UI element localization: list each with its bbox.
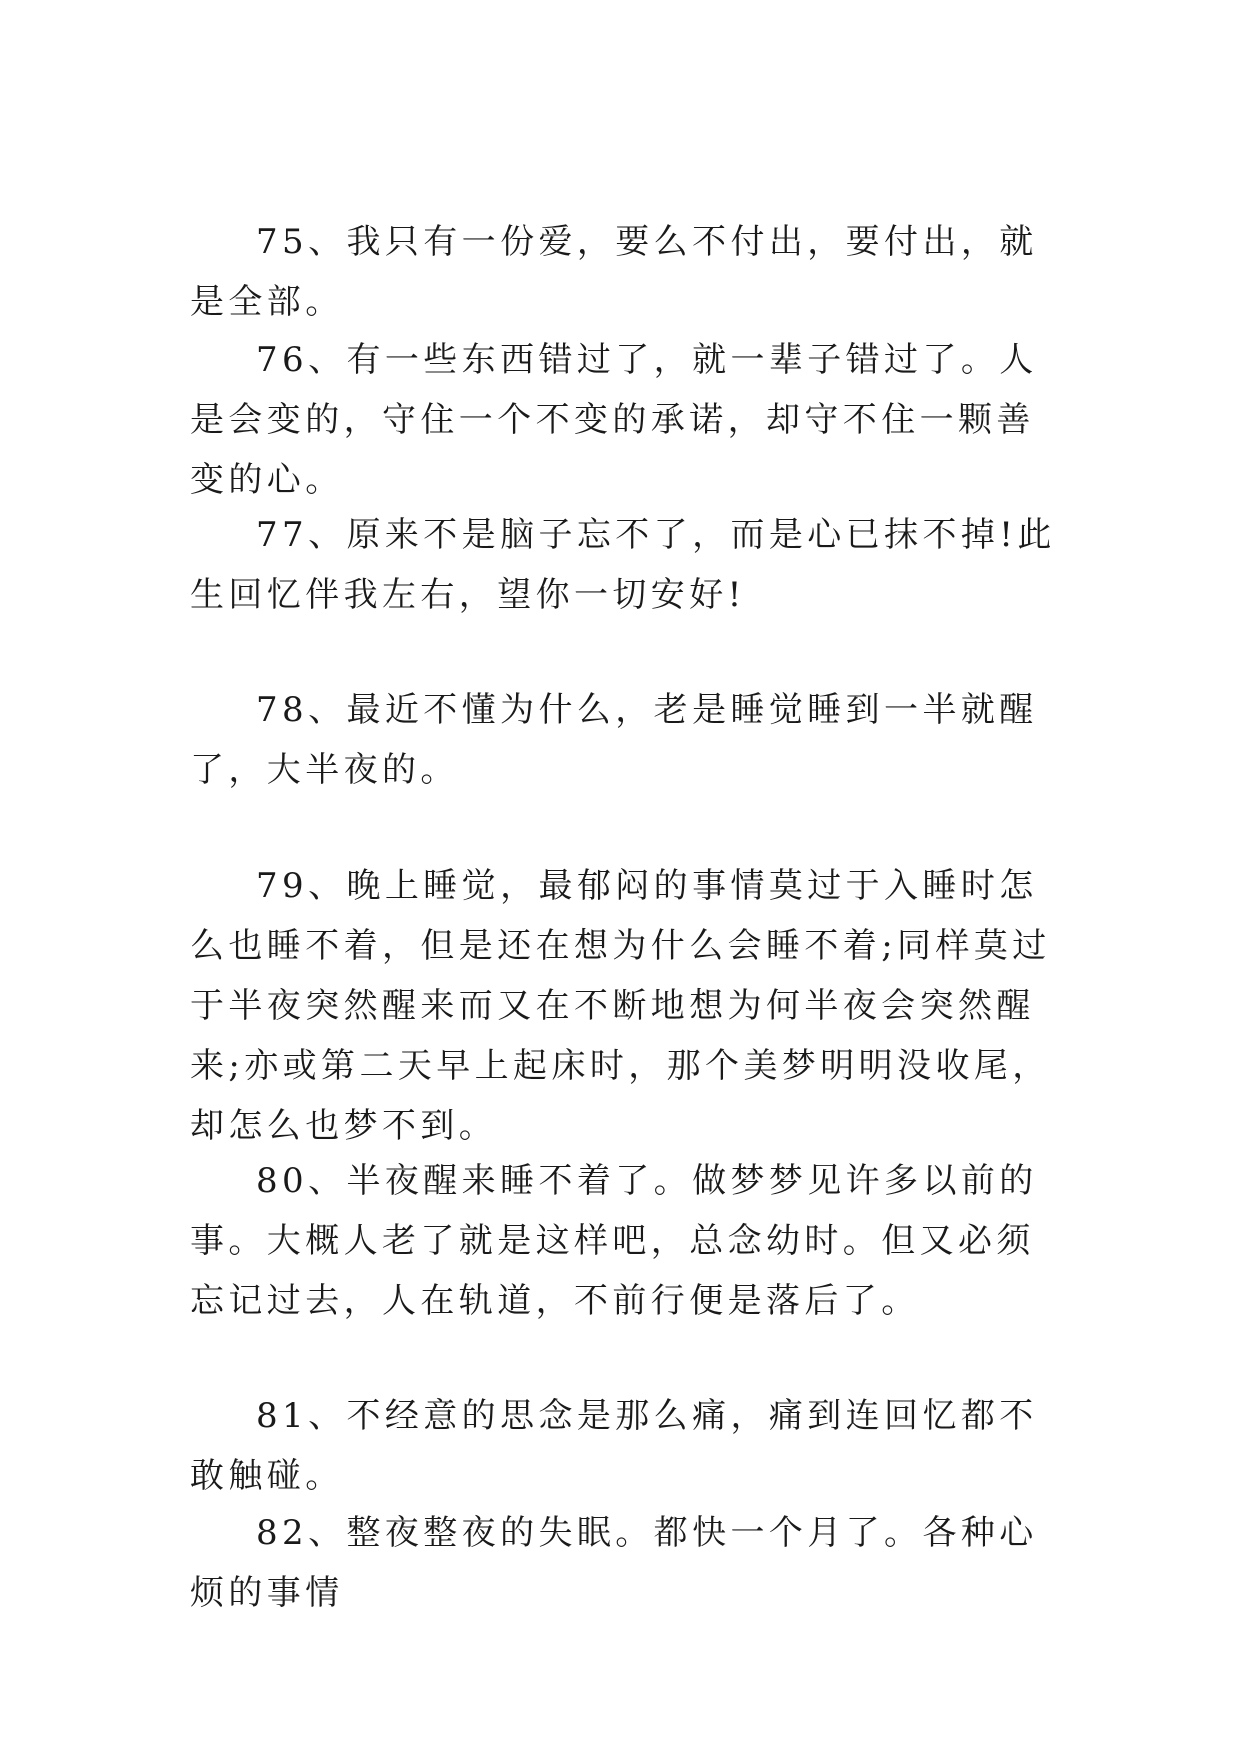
paragraph-81: 81、不经意的思念是那么痛，痛到连回忆都不敢触碰。 — [190, 1396, 1038, 1496]
paragraph-79: 79、晚上睡觉，最郁闷的事情莫过于入睡时怎么也睡不着，但是还在想为什么会睡不着;同样莫过于半夜突然醒来而又在不断地想为何半夜会突然醒来;亦或第二天早上起床时，那个美梦明明没收尾，却怎么也梦不到。 — [190, 866, 1051, 1146]
paragraph-75: 75、我只有一份爱，要么不付出，要付出，就是全部。 — [190, 222, 1038, 322]
paragraph-77: 77、原来不是脑子忘不了，而是心已抹不掉!此生回忆伴我左右，望你一切安好! — [190, 515, 1056, 615]
paragraph-82: 82、整夜整夜的失眠。都快一个月了。各种心烦的事情 — [190, 1513, 1038, 1613]
paragraph-80: 80、半夜醒来睡不着了。做梦梦见许多以前的事。大概人老了就是这样吧，总念幼时。但又必须忘记过去，人在轨道，不前行便是落后了。 — [190, 1161, 1038, 1321]
paragraph-78: 78、最近不懂为什么，老是睡觉睡到一半就醒了，大半夜的。 — [190, 690, 1038, 790]
paragraph-76: 76、有一些东西错过了，就一辈子错过了。人是会变的，守住一个不变的承诺，却守不住一颗善变的心。 — [190, 340, 1038, 500]
